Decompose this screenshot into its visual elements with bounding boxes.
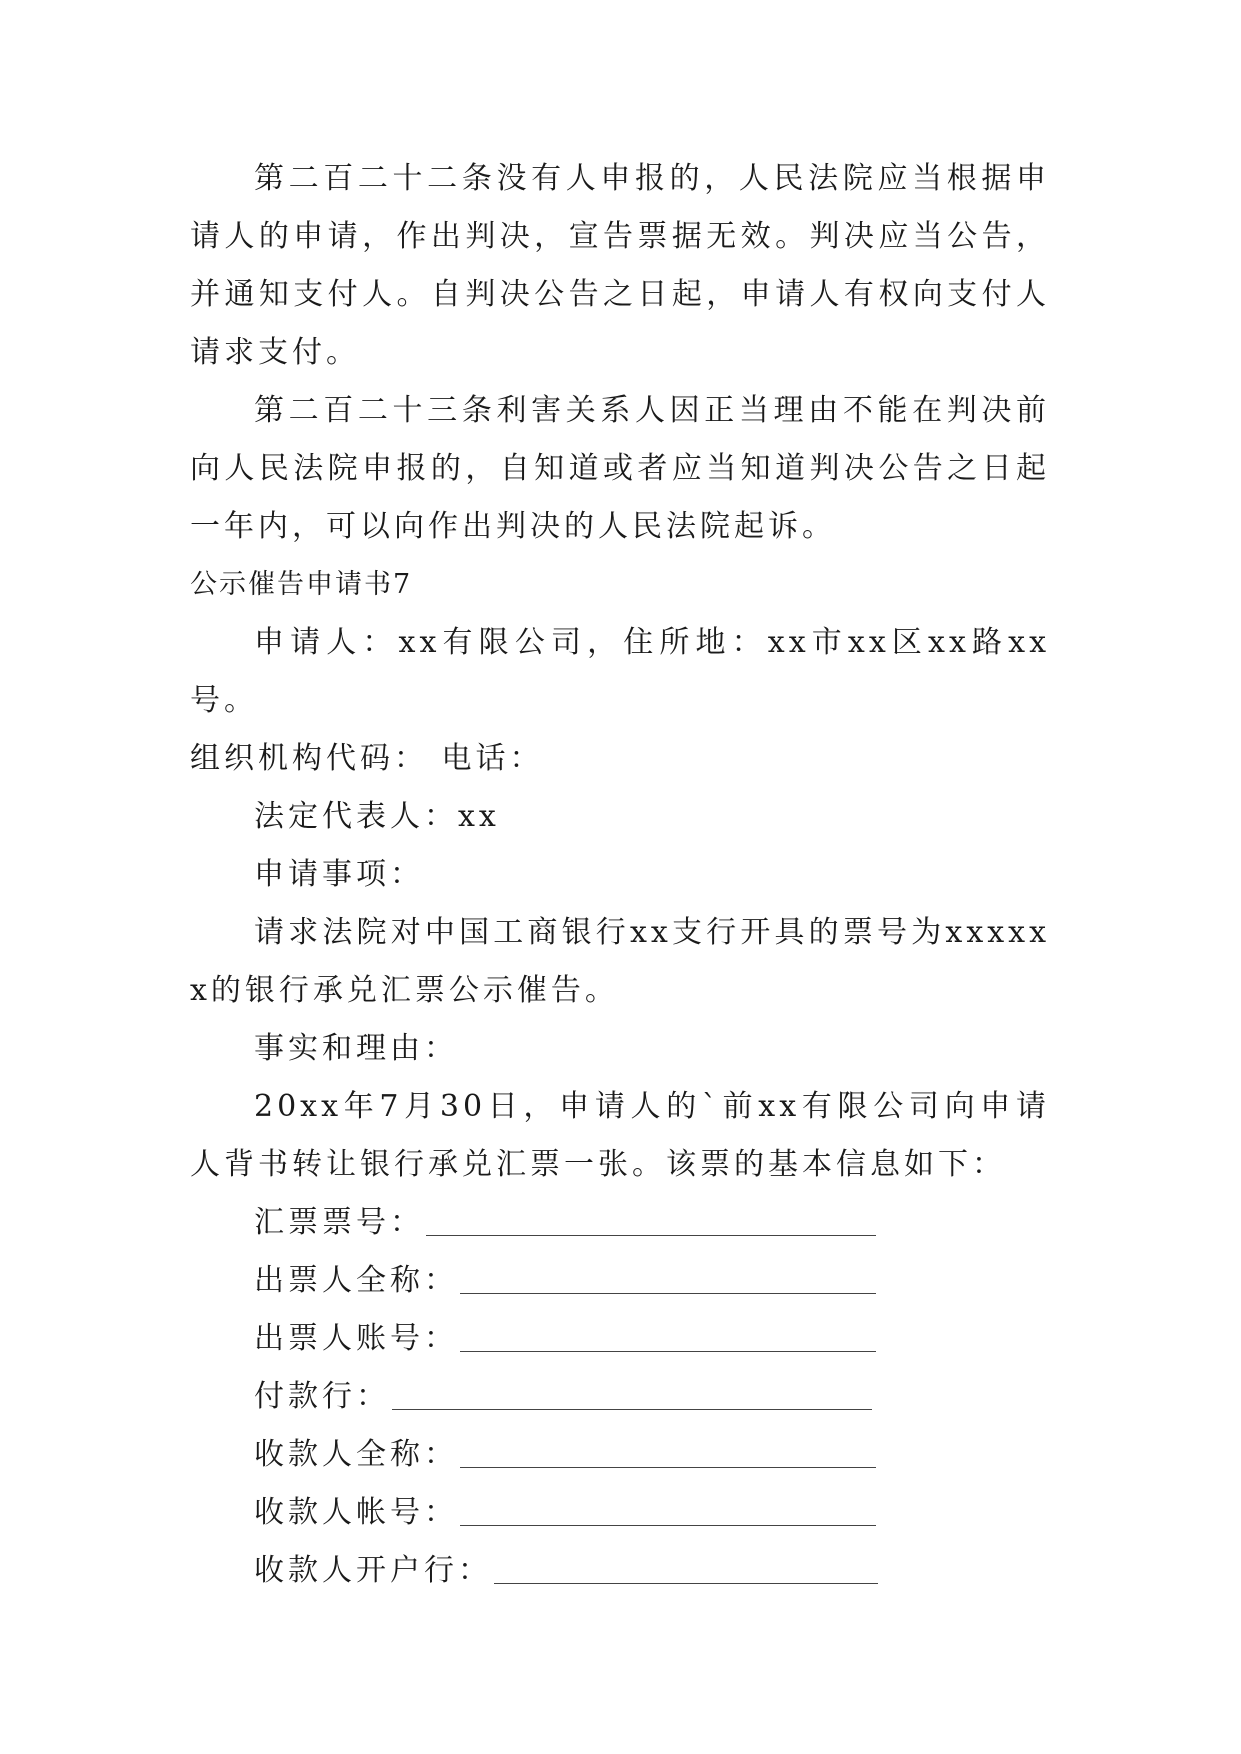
- field-label: 出票人全称：: [254, 1263, 458, 1298]
- blank-line[interactable]: [392, 1409, 872, 1410]
- field-paying-bank: [190, 1368, 1050, 1426]
- field-label: 汇票票号：: [254, 1205, 424, 1240]
- applicant-paragraph: [190, 614, 1050, 788]
- blank-line[interactable]: [460, 1351, 876, 1352]
- applicant-code-phone: 组织机构代码： 电话：: [190, 741, 544, 776]
- facts-body: 20xx年7月30日，申请人的`前xx有限公司向申请人背书转让银行承兑汇票一张。该票的基本信息如下：: [190, 1089, 1050, 1182]
- request-body: 请求法院对中国工商银行xx支行开具的票号为xxxxxx的银行承兑汇票公示催告。: [190, 915, 1050, 1008]
- blank-line[interactable]: [460, 1293, 876, 1294]
- field-payee-name: [190, 1426, 1050, 1484]
- field-drawer-account: [190, 1310, 1050, 1368]
- blank-line[interactable]: [460, 1467, 876, 1468]
- blank-line[interactable]: [460, 1525, 876, 1526]
- article-222-paragraph: 第二百二十二条没有人申报的，人民法院应当根据申请人的申请，作出判决，宣告票据无效。判决应当公告，并通知支付人。自判决公告之日起，申请人有权向支付人请求支付。: [190, 161, 1050, 370]
- field-label: 付款行：: [254, 1379, 390, 1414]
- field-label: 收款人全称：: [254, 1437, 458, 1472]
- field-drawer-name: [190, 1252, 1050, 1310]
- field-payee-bank: [190, 1542, 1050, 1600]
- field-payee-account: [190, 1484, 1050, 1542]
- section-title: 公示催告申请书7: [190, 569, 413, 600]
- applicant-info: 申请人：xx有限公司，住所地：xx市xx区xx路xx号。: [190, 625, 1050, 718]
- field-bill-number: [190, 1194, 1050, 1252]
- blank-line[interactable]: [426, 1235, 876, 1236]
- article-223-paragraph: 第二百二十三条利害关系人因正当理由不能在判决前向人民法院申报的，自知道或者应当知道判决公告之日起一年内，可以向作出判决的人民法院起诉。: [190, 393, 1050, 544]
- bill-info-fields: [190, 1194, 1050, 1600]
- field-label: 收款人开户行：: [254, 1553, 492, 1588]
- request-heading: 申请事项：: [254, 857, 424, 892]
- legal-representative: 法定代表人：xx: [254, 799, 500, 834]
- field-label: 出票人账号：: [254, 1321, 458, 1356]
- document-page: [190, 150, 1050, 1600]
- facts-heading: 事实和理由：: [254, 1031, 458, 1066]
- blank-line[interactable]: [494, 1583, 878, 1584]
- field-label: 收款人帐号：: [254, 1495, 458, 1530]
